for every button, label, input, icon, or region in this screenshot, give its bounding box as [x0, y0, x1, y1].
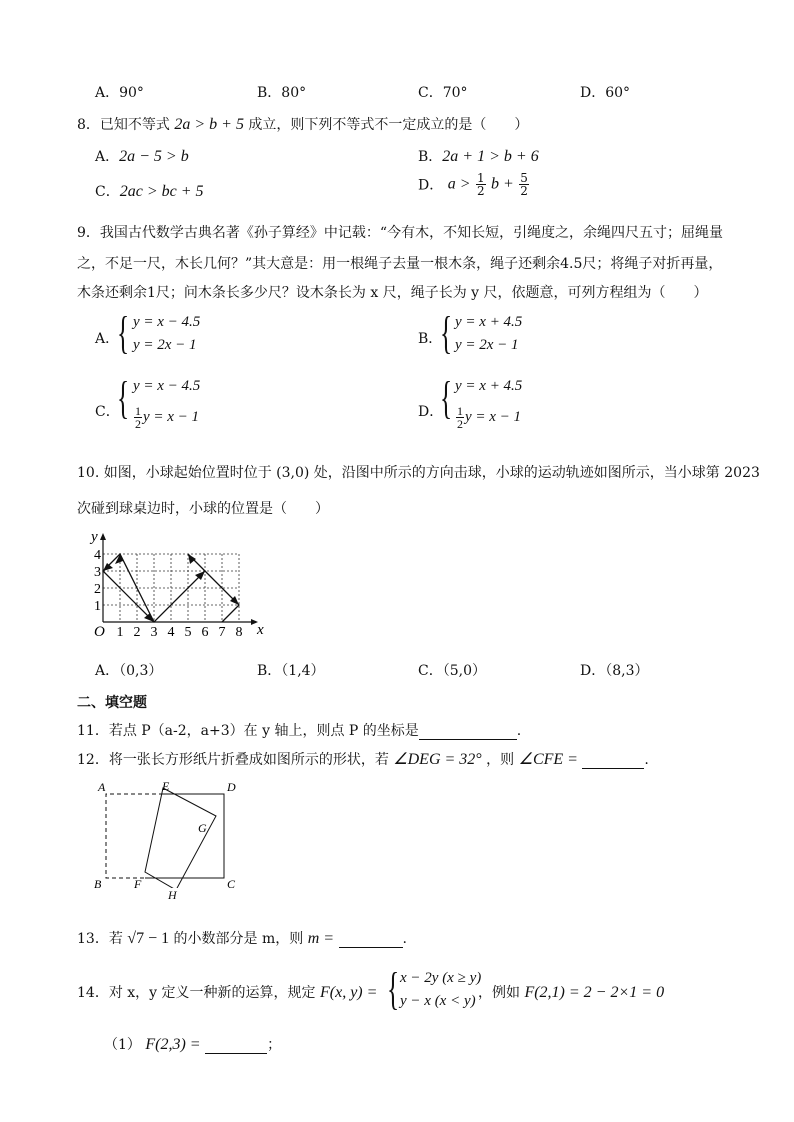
q9-option-b-label: B．: [418, 331, 443, 347]
q10-line-1: 10. 如图，小球起始位置时位于 (3,0) 处，沿图中所示的方向击球，小球的运动轨迹如图所示，当小球第 2023: [77, 465, 760, 481]
q12-answer-blank[interactable]: [582, 752, 644, 769]
q9-option-d-brace: {: [440, 372, 453, 423]
q9-option-a-brace: {: [117, 307, 130, 358]
q10-option-c: C．（5,0）: [418, 663, 486, 679]
q8-option-a: A．2a − 5 > b: [95, 148, 189, 165]
q14-case-2: y − x (x < y): [400, 993, 476, 1009]
point-h-label: H: [168, 888, 177, 902]
q8-stem-inequality: 2a > b + 5: [174, 116, 244, 133]
point-d-label: D: [227, 780, 236, 794]
q9-option-d-eq1: y = x + 4.5: [455, 378, 523, 394]
graph-grid: [103, 554, 239, 622]
q9-option-b-eq2: y = 2x − 1: [455, 337, 519, 353]
point-e-label: E: [162, 779, 170, 793]
q11: 11．若点 P（a-2，a+3）在 y 轴上，则点 P 的坐标是 .: [77, 723, 522, 739]
q9-line-2: 之，不足一尺，木长几何？”其大意是：用一根绳子去量一根木条，绳子还剩余4.5尺；将绳子对折再量，: [77, 256, 723, 272]
q13-radical: √7 − 1: [127, 930, 170, 947]
point-a-label: A: [98, 780, 106, 794]
q8-option-b: B．2a + 1 > b + 6: [418, 148, 539, 165]
q9-option-c-label: C．: [95, 404, 120, 420]
q14-case-1: x − 2y (x ≥ y): [400, 970, 482, 986]
q7-option-d: D．60°: [580, 85, 631, 101]
q11-answer-blank[interactable]: [419, 723, 517, 740]
y-tick-label: 2: [94, 582, 101, 597]
q9-option-b-brace: {: [440, 307, 453, 358]
q9-option-a-eq2: y = 2x − 1: [133, 337, 197, 353]
q14-example: ，例如 F(2,1) = 2 − 2×1 = 0: [478, 984, 665, 1001]
x-tick-label: 7: [218, 625, 226, 640]
y-tick-label: 3: [94, 565, 101, 580]
rectangle-remaining: [145, 794, 224, 878]
q9-option-c-eq2: $\frac{1}{2}$ y = x − 1: [135, 404, 200, 431]
y-axis-label: y: [91, 529, 98, 545]
y-tick-label: 4: [94, 548, 101, 563]
folded-flap: [145, 788, 216, 888]
q10-option-b: B．（1,4）: [257, 663, 325, 679]
q8-option-c: C．2ac > bc + 5: [95, 183, 204, 200]
q13-answer-blank[interactable]: [339, 931, 403, 948]
fold-original-dashed: [106, 794, 163, 878]
q8-option-d: D． a > $\frac{1}{2}$ b + $\frac{5}{2}$: [418, 171, 528, 198]
x-tick-label: 6: [201, 625, 209, 640]
q13: 13．若 √7 − 1 的小数部分是 m，则 m = .: [77, 930, 407, 947]
q9-option-a-eq1: y = x − 4.5: [133, 314, 201, 330]
x-tick-label: 3: [150, 625, 158, 640]
x-tick-label: 1: [116, 625, 124, 640]
section-title: 二、填空题: [77, 695, 147, 711]
x-tick-label: 2: [133, 625, 141, 640]
point-f-label: F: [134, 877, 142, 888]
q12-folded-rectangle-figure: [90, 778, 250, 888]
y-axis-arrow-icon: [100, 533, 106, 540]
graph-axes: [103, 536, 255, 622]
q7-option-c: C．70°: [418, 85, 468, 101]
point-b-label: B: [94, 877, 102, 888]
x-tick-label: 8: [235, 625, 243, 640]
trajectory-arrow-icon: [188, 554, 196, 564]
q10-billiard-graph: [85, 528, 275, 643]
y-tick-label: 1: [94, 599, 101, 614]
q14-sub-1-answer-blank[interactable]: [205, 1037, 267, 1054]
q7-option-a: A．90°: [95, 85, 144, 101]
q9-option-d-label: D．: [418, 404, 444, 420]
q9-line-1: 9．我国古代数学古典名著《孙子算经》中记载：“今有木，不知长短，引绳度之，余绳四尺五寸；屈绳量: [77, 225, 724, 241]
x-tick-label: 5: [184, 625, 192, 640]
q9-option-b-eq1: y = x + 4.5: [455, 314, 523, 330]
trajectory-arrow-icon: [103, 563, 113, 571]
q7-option-b: B．80°: [257, 85, 307, 101]
q10-line-2: 次碰到球桌边时，小球的位置是（ ）: [77, 501, 329, 517]
q9-option-a-label: A．: [95, 331, 120, 347]
q10-option-d: D．（8,3）: [580, 663, 649, 679]
q9-option-c-eq1: y = x − 4.5: [133, 378, 201, 394]
q14-sub-1: （1） F(2,3) = ；: [104, 1036, 282, 1053]
q9-line-3: 木条还剩余1尺；问木条长多少尺？设木条长为 x 尺，绳子长为 y 尺，依题意，可列方程组为（ ）: [77, 285, 708, 301]
q14-stem: 14．对 x，y 定义一种新的运算，规定 F(x, y) =: [77, 984, 378, 1001]
point-c-label: C: [227, 877, 236, 888]
q12: 12．将一张长方形纸片折叠成如图所示的形状，若 ∠DEG = 32° ，则 ∠CFE = .: [77, 751, 649, 768]
x-tick-label: 4: [167, 625, 175, 640]
origin-label: O: [94, 624, 105, 640]
q8-stem: 8．已知不等式 2a > b + 5 成立，则下列不等式不一定成立的是（ ）: [77, 116, 529, 133]
q14-brace: {: [387, 963, 400, 1014]
q10-option-a: A．（0,3）: [95, 663, 163, 679]
q9-option-c-brace: {: [117, 372, 130, 423]
q9-option-d-eq2: $\frac{1}{2}$ y = x − 1: [457, 404, 522, 431]
x-axis-label: x: [257, 622, 264, 638]
point-g-label: G: [198, 821, 207, 835]
